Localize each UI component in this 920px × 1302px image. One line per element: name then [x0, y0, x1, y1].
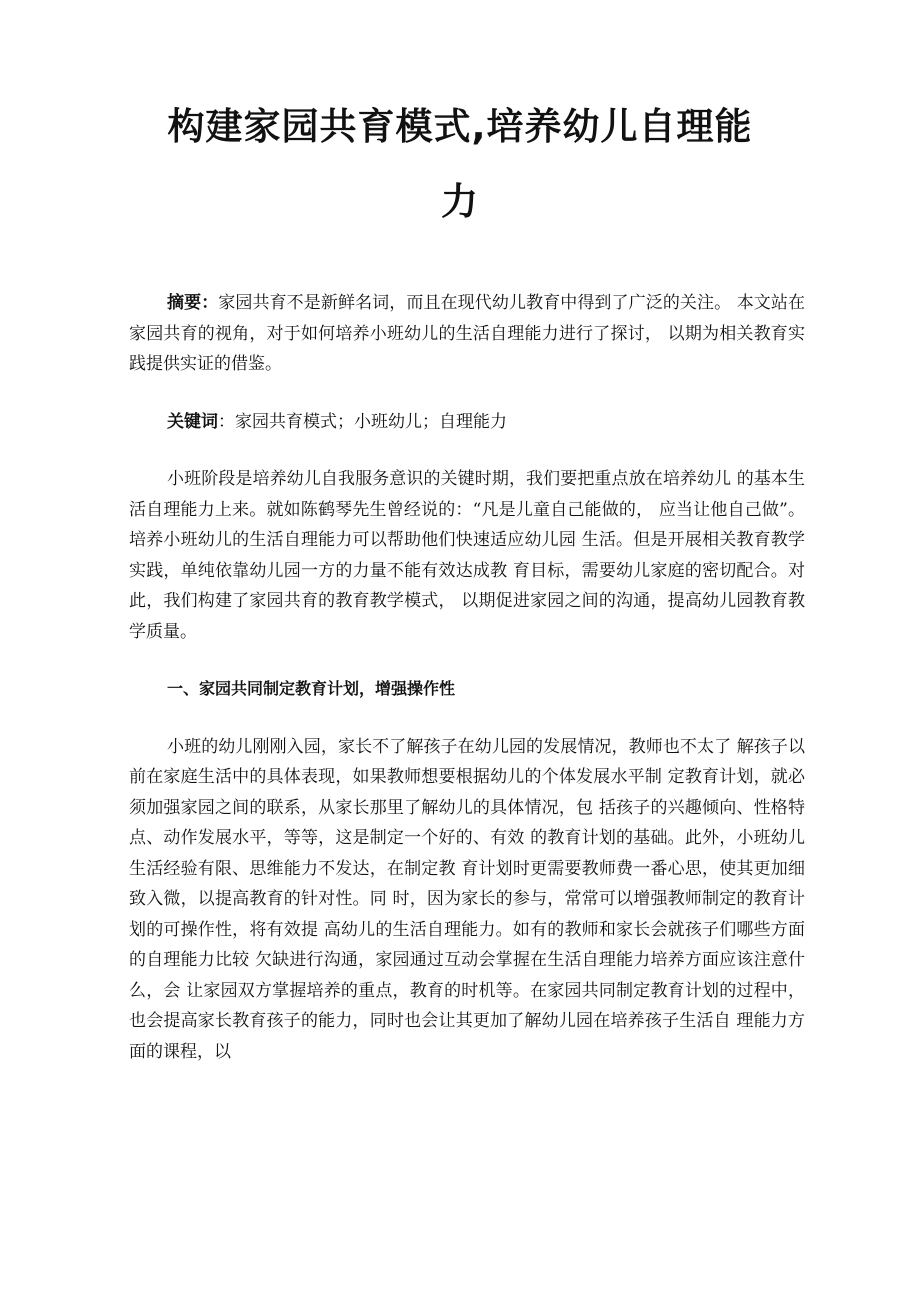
document-title-line-2: 力 — [441, 180, 479, 223]
section-1-paragraph: 小班的幼儿刚刚入园，家长不了解孩子在幼儿园的发展情况，教师也不太了 解孩子以前在家庭生活中的具体表现，如果教师想要根据幼儿的个体发展水平制 定教育计划，就必须加强家园之间的联系，从家长那里了解幼儿的具体情况，包 括孩子的兴趣倾向、性格特点、动作发展水平，等等，这是制定一个好的、有效 的教育计划的基础。此外，小班幼儿生活经验有限、思维能力不发达，在制定教 育计划时更需要教师费一番心思，使其更加细致入微，以提高教育的针对性。同 时，因为家长的参与，常常可以增强教师制定的教育计划的可操作性，将有效提 高幼儿的生活自理能力。如有的教师和家长会就孩子们哪些方面的自理能力比较 欠缺进行沟通，家园通过互动会掌握在生活自理能力培养方面应该注意什么，会 让家园双方掌握培养的重点，教育的时机等。在家园共同制定教育计划的过程中， 也会提高家长教育孩子的能力，同时也会让其更加了解幼儿园在培养孩子生活自 理能力方面的课程，以 — [129, 736, 805, 1062]
abstract-paragraph — [129, 288, 805, 380]
document-title-line-1: 构建家园共育模式,培养幼儿自理能 — [167, 105, 753, 148]
keywords-text: ：家园共育模式；小班幼儿；自理能力 — [218, 411, 507, 432]
keywords-paragraph — [129, 407, 805, 438]
document-body — [129, 288, 805, 1067]
section-1-heading: 一、家园共同制定教育计划，增强操作性 — [167, 679, 456, 698]
keywords-label: 关键词 — [167, 411, 218, 432]
abstract-label: 摘要： — [167, 293, 219, 313]
abstract-text: 家园共育不是新鲜名词，而且在现代幼儿教育中得到了广泛的关注。 本文站在家园共育的视角，对于如何培养小班幼儿的生活自理能力进行了探讨， 以期为相关教育实践提供实证的借鉴。 — [129, 293, 806, 374]
intro-paragraph: 小班阶段是培养幼儿自我服务意识的关键时期，我们要把重点放在培养幼儿 的基本生活自理能力上来。就如陈鹤琴先生曾经说的：“凡是儿童自己能做的， 应当让他自己做”。培养小班幼儿的生活自理能力可以帮助他们快速适应幼儿园 生活。但是开展相关教育教学实践，单纯依靠幼儿园一方的力量不能有效达成教 育目标，需要幼儿家庭的密切配合。对此，我们构建了家园共育的教育教学模式， 以期促进家园之间的沟通，提高幼儿园教育教学质量。 — [129, 469, 805, 642]
